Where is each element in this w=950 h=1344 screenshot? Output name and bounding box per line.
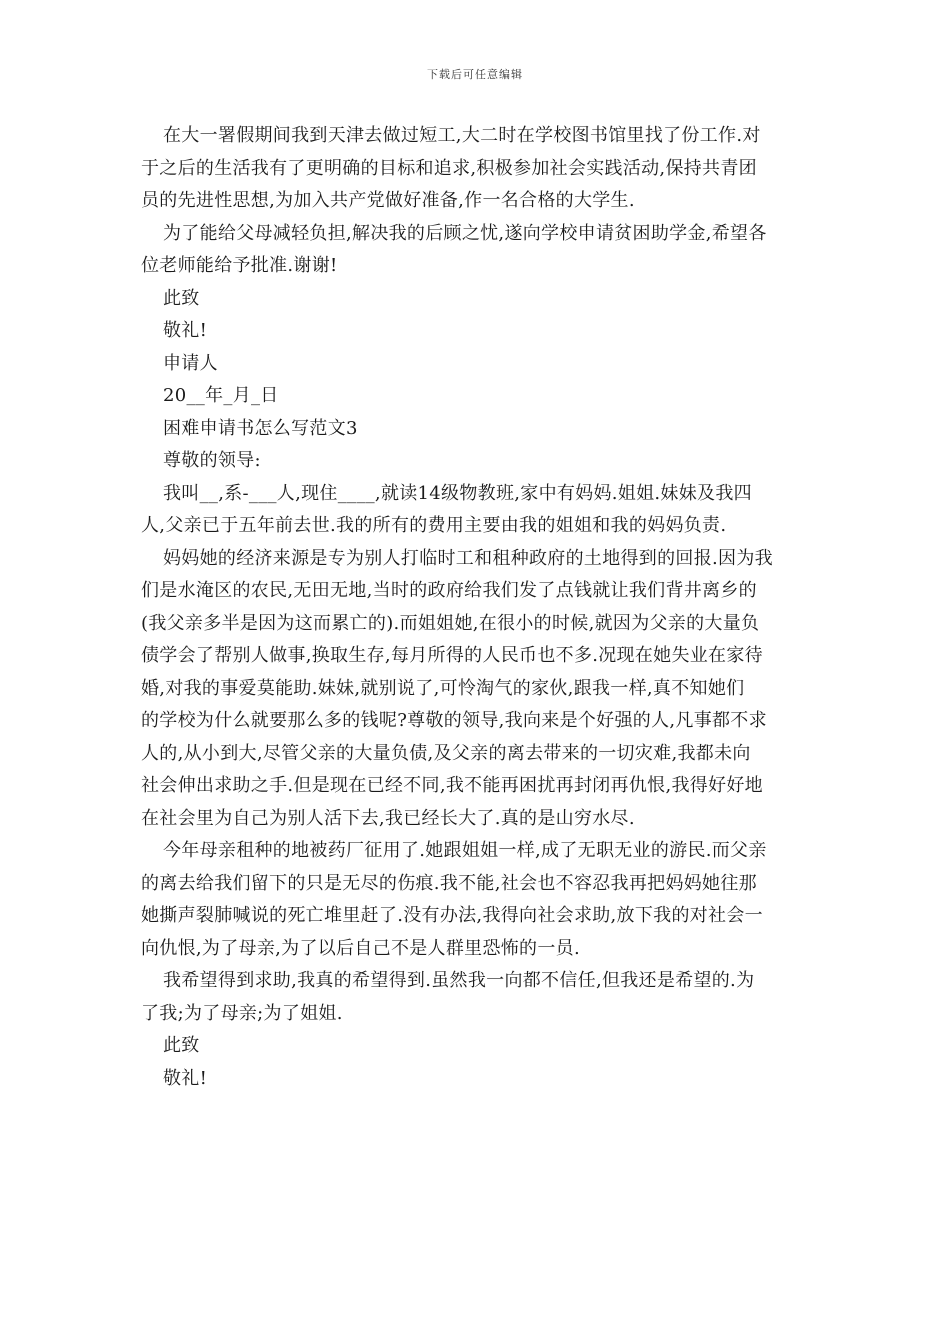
document-body xyxy=(141,120,813,1095)
text-line: 们是水淹区的农民,无田无地,当时的政府给我们发了点钱就让我们背井离乡的 xyxy=(141,580,757,601)
text-line: 人,父亲已于五年前去世.我的所有的费用主要由我的姐姐和我的妈妈负责. xyxy=(141,515,727,536)
text-line: 社会伸出求助之手.但是现在已经不同,我不能再困扰再封闭再仇恨,我得好好地 xyxy=(141,775,763,796)
text-line: 债学会了帮别人做事,换取生存,每月所得的人民币也不多.况现在她失业在家待 xyxy=(141,645,763,666)
text-line: 20__年_月_日 xyxy=(163,385,279,406)
text-line: 为了能给父母减轻负担,解决我的后顾之忧,遂向学校申请贫困助学金,希望各 xyxy=(163,222,767,244)
text-line: 困难申请书怎么写范文3 xyxy=(163,417,358,439)
text-line: 人的,从小到大,尽管父亲的大量负债,及父亲的离去带来的一切灾难,我都未向 xyxy=(141,742,751,764)
text-line: 今年母亲租种的地被药厂征用了.她跟姐姐一样,成了无职无业的游民.而父亲 xyxy=(163,840,767,861)
text-line: 申请人 xyxy=(163,352,218,374)
text-line: 位老师能给予批准.谢谢! xyxy=(141,255,338,276)
text-line: 我希望得到求助,我真的希望得到.虽然我一向都不信任,但我还是希望的.为 xyxy=(163,970,755,991)
text-line: 敬礼! xyxy=(163,320,208,341)
text-line: (我父亲多半是因为这而累亡的).而姐姐她,在很小的时候,就因为父亲的大量负 xyxy=(141,612,760,634)
text-line: 尊敬的领导: xyxy=(163,450,261,471)
text-line: 的离去给我们留下的只是无尽的伤痕.我不能,社会也不容忍我再把妈妈她往那 xyxy=(141,872,757,894)
text-line: 她撕声裂肺喊说的死亡堆里赶了.没有办法,我得向社会求助,放下我的对社会一 xyxy=(141,905,763,926)
text-line: 在大一署假期间我到天津去做过短工,大二时在学校图书馆里找了份工作.对 xyxy=(163,125,761,146)
text-line: 向仇恨,为了母亲,为了以后自己不是人群里恐怖的一员. xyxy=(141,937,580,959)
text-line: 敬礼! xyxy=(163,1067,208,1089)
text-line: 在社会里为自己为别人活下去,我已经长大了.真的是山穷水尽. xyxy=(141,807,635,829)
text-line: 妈妈她的经济来源是专为别人打临时工和租种政府的土地得到的回报.因为我 xyxy=(163,547,773,569)
text-line: 了我;为了母亲;为了姐姐. xyxy=(141,1002,343,1024)
text-line: 的学校为什么就要那么多的钱呢?尊敬的领导,我向来是个好强的人,凡事都不求 xyxy=(141,710,767,731)
header-note: 下载后可任意编辑 xyxy=(427,68,523,81)
text-line: 此致 xyxy=(163,1035,200,1056)
text-line: 此致 xyxy=(163,287,200,309)
text-line: 员的先进性思想,为加入共产党做好准备,作一名合格的大学生. xyxy=(141,190,635,211)
text-line: 我叫__,系-___人,现住____,就读14级物教班,家中有妈妈.姐姐.妹妹及我四 xyxy=(163,482,752,504)
text-line: 婚,对我的事爱莫能助.妹妹,就别说了,可怜淘气的家伙,跟我一样,真不知她们 xyxy=(141,677,745,699)
text-line: 于之后的生活我有了更明确的目标和追求,积极参加社会实践活动,保持共青团 xyxy=(141,157,757,179)
